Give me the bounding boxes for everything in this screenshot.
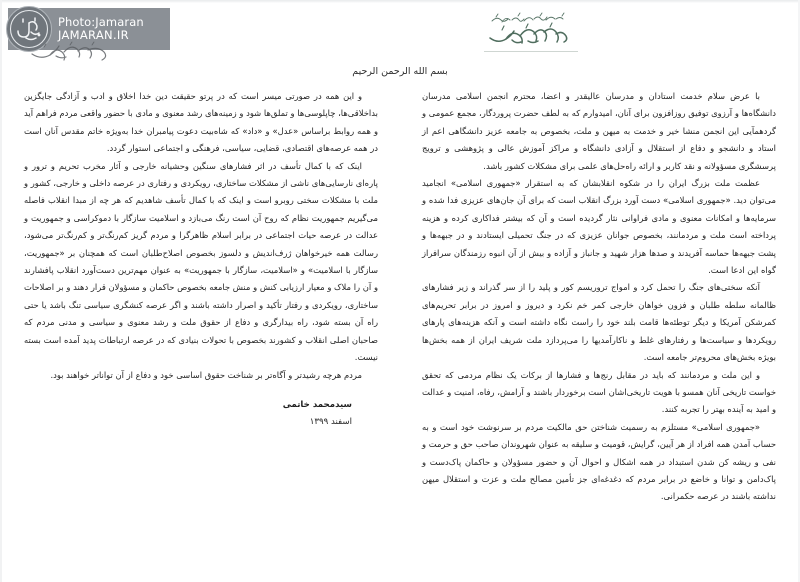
signature-date: اسفند ۱۳۹۹	[309, 416, 352, 427]
paragraph: و این ملت و مردمانند که باید در مقابل رنج‌ها و فشارها از برکات یک نظام مردمی که تحقق خواست تاریخی آنان همسو با هویت تاریخی‌اشان است برخوردار باشند و آرامش، رفاه، امنیت و عدالت و امید به آینده بهتر را تجربه کنند.	[422, 369, 776, 415]
paragraph: آنکه سختی‌های جنگ را تحمل کرد و امواج تروریسم کور و پلید را از سر گذراند و زیر فشارهای ظالمانه سلطه طلبان و فزون خواهان خارجی کمر خم نکرد و دیروز و امروز در برابر تحریم‌های کمرشکن آمریکا و دیگر توطئه‌ها قامت بلند خود را راست نگاه داشته است و آنکه هزینه‌های پارهای رویکردها و سیاست‌ها و رفتارهای غلط و ناکارآمدیها را می‌پردازد ملت شریف ایران از همه بخش‌ها بویژه بخش‌های محروم‌تر جامعه است.	[422, 282, 776, 363]
letterhead-underline	[484, 51, 578, 52]
watermark-text	[58, 16, 144, 42]
paragraph: اینک که با کمال تأسف در اثر فشارهای سنگین وحشیانه خارجی و آثار مخرب تحریم و ترور و پاره‌ای نارسایی‌های ناشی از مشکلات ساختاری، رویکردی و رفتاری در عرصه داخلی و خارجی، کشور و ملت با مشکلات سختی روبرو است و اینک که با کمال تأسف شاهدیم که هر چه از مبدا انقلاب فاصله می‌گیریم جمهوریت نظام که روح آن است رنگ می‌بازد و اسلامیت سازگار با دموکراسی و جمهوریت و عدالت در عرصه حیات اجتماعی در برابر اسلام ظاهرگرا و مردم گریز کم‌رنگ‌تر و کم‌رنگ‌تر می‌شود، رسالت همه خیرخواهان ژرف‌اندیش و دلسوز بخصوص اصلاح‌طلبان است که همچنان بر «جمهوریت، سازگار با اسلامیت» و «اسلامیت، سازگار با جمهوریت» به عنوان مهم‌ترین دست‌آورد انقلاب پافشارند و آن را ملاک و معیار ارزیابی کنش و منش جامعه بخصوص حاکمان و مسؤولان قرار دهند و بر اصلاحات ساختاری، رویکردی و رفتار تأکید و اصرار داشته باشند و اگر عرصه کنشگری سیاسی تنگ باشد یا حتی راه آن بسته شود، راه بیدارگری و دفاع از حقوق ملت و رشد معنوی و سیاسی و مدنی مردم که صاحبان اصلی انقلاب و کشورند بخصوص با تحولات بنیادی که در عرصه ارتباطات پدید آمده است بسته نیست.	[24, 160, 378, 363]
page-top-edge	[0, 0, 800, 3]
paragraph: با عرض سلام خدمت استادان و مدرسان عالیقدر و اعضا، محترم انجمن اسلامی مدرسان دانشگاه‌ها و آرزوی توفیق روزافزون برای آنان، امیدوارم که به لطف حضرت پروردگار، مجمع عمومی و گردهمآیی این انجمن منشا خیر و خدمت به میهن و ملت، بخصوص به جامعه عزیز دانشگاهی اعم از استاد و دانشجو و دفاع از استقلال و آزادی دانشگاه و مراکز آموزش عالی و پژوهشی و ترویج پرسشگری مسؤولانه و نقد کاربر و ارائه راه‌حل‌های علمی برای مشکلات کشور باشد.	[422, 91, 776, 171]
letterhead-script-icon	[482, 6, 578, 52]
text-column-left	[0, 88, 400, 508]
paragraph: و این همه در صورتی میسر است که در پرتو حقیقت دین خدا اخلاق و ادب و آزادگی جایگزین بداخلاقی‌ها، چاپلوسی‌ها و تملق‌ها شود و زمینه‌های رشد معنوی و مادی با حضور واقعی مردم فراهم آید و همه روابط براساس «عدل» و «داد» که شاه‌بیت دعوت پیامبران خدا به‌ویژه خاتم مقدس آنان است در همه عرصه‌های اقتصادی، قضایی، سیاسی، فرهنگی و اجتماعی استوار گردد.	[24, 91, 378, 154]
paragraph: «جمهوری اسلامی» مستلزم به رسمیت شناختن حق مالکیت مردم بر سرنوشت خود است و به حساب آمدن همه افراد از هر آیین، گرایش، قومیت و سلیقه به عنوان شهروندان صاحب حق و حرمت و نفی و ریشه کن شدن استبداد در همه اشکال و احوال آن و حضور مسؤولان و حاکمان پاک‌دست و پاک‌دامن و توانا و خاضع در برابر مردم که دغدغه‌ای جز تأمین مصالح ملت و عزت و استقلال میهن نداشته باشند در عرصه حکمرانی.	[422, 421, 776, 502]
page-corner-script-icon	[28, 40, 124, 62]
watermark-line-1: Photo:Jamaran	[58, 15, 144, 30]
signature-block	[24, 397, 378, 431]
text-column-right	[400, 88, 800, 508]
basmala-line: بسم الله الرحمن الرحیم	[352, 66, 448, 77]
paragraph: مردم هرچه رشیدتر و آگاه‌تر بر شناخت حقوق اساسی خود و دفاع از آن تواناتر خواهند بود.	[50, 369, 362, 380]
watermark-line-2: JAMARAN.IR	[58, 28, 129, 42]
letterhead-signature	[482, 6, 578, 52]
document-columns	[0, 88, 800, 508]
signature-name: سیدمحمد خاتمی	[282, 399, 352, 410]
paragraph: عظمت ملت بزرگ ایران را در شکوه انقلابشان که به استقرار «جمهوری اسلامی» انجامید می‌توان دید. «جمهوری اسلامی» دست آورد بزرگ انقلاب است که برای آن جان‌های عزیزی فدا شده و سرمایه‌ها و امکانات معنوی و مادی فراوانی نثار گردیده است و آن که بیشتر فداکاری کرده و هزینه پرداخته است ملت و مردمانند، بخصوص جوانان عزیزی که در جنگ تحمیلی ایستادند و در جبهه‌ها و پشت جبهه‌ها حماسه آفریدند و صدها هزار شهید و جانباز و آزاده و بیش از آن انبوه رزمندگان سرافراز گواه این ادعا است.	[422, 178, 776, 276]
